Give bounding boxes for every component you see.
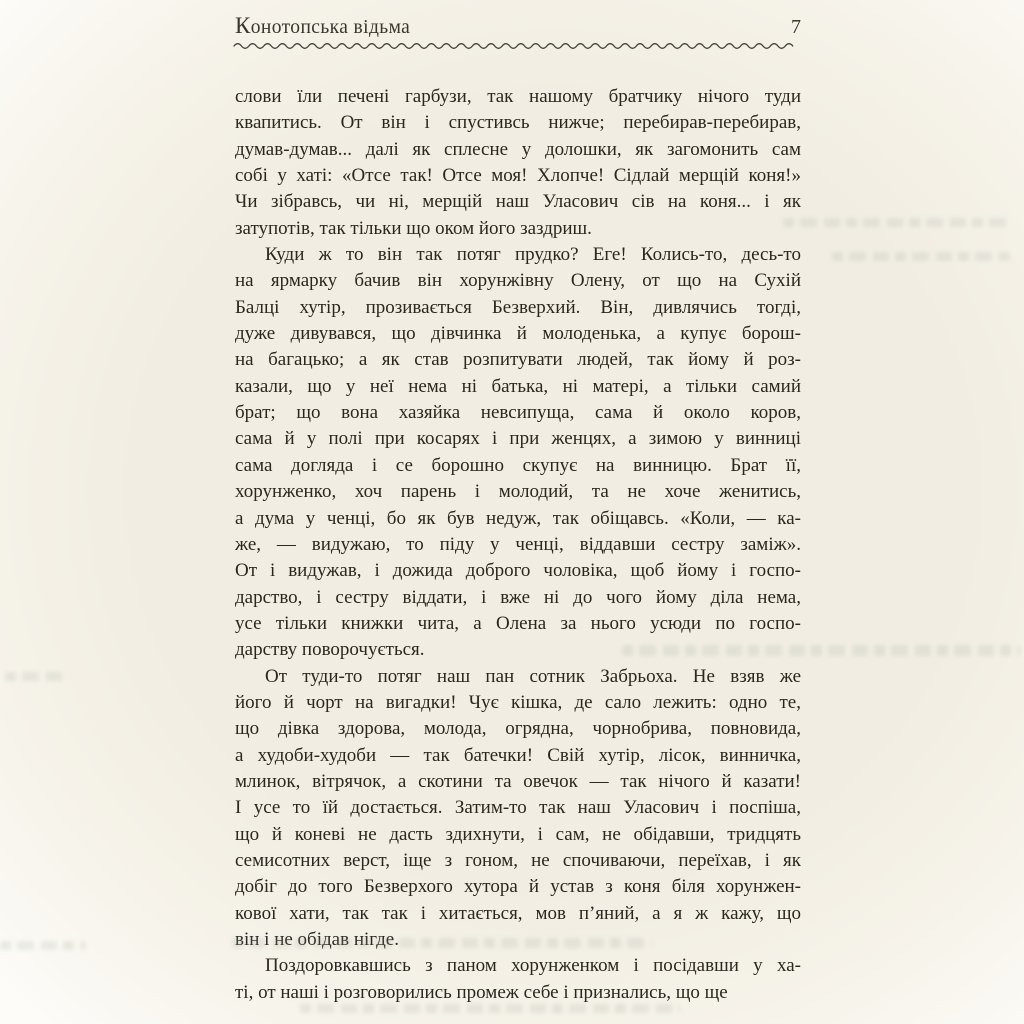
text-line: брат; що вона хазяйка невсипуща, сама й около коров,: [235, 402, 801, 424]
paragraph: [235, 664, 801, 954]
text-line: млинок, вітрячок, а скотини та овечок — так нічого й казати!: [235, 770, 801, 792]
running-header-title: Конотопська відьма: [235, 13, 411, 38]
text-line: дарству поворочується.: [235, 639, 425, 661]
text-line: а худоби-худоби — так батечки! Свій хутір, лісок, винничка,: [235, 744, 801, 766]
text-line: семисотних верст, іще з гоном, не спочиваючи, переїхав, і як: [235, 849, 801, 871]
wavy-divider-line: [233, 40, 803, 51]
text-line: квапитись. От він і спустивсь нижче; перебирав-перебирав,: [235, 112, 801, 134]
text-line: його й чорт на вигадки! Чує кішка, де сало лежить: одно те,: [235, 691, 801, 713]
text-line: Куди ж то він так потяг прудко? Еге! Колись-то, десь-то: [265, 244, 801, 266]
page-number: 7: [791, 16, 801, 38]
bleed-through-artifact: [0, 941, 86, 950]
text-line: І усе то їй достається. Затим-то так наш Уласович і поспіша,: [235, 797, 801, 819]
text-line: а дума у ченці, бо як був недуж, так обіщавсь. «Коли, — ка-: [235, 507, 801, 529]
text-line: кової хати, так так і хитається, мов п’яний, а я ж кажу, що: [235, 902, 801, 924]
text-line: добіг до того Безверхого хутора й устав з коня біля хорунжен-: [235, 876, 801, 898]
text-line: Поздоровкавшись з паном хорунженком і посідавши у ха-: [265, 955, 801, 977]
text-line: же, — видужаю, то піду у ченці, віддавши сестру заміж».: [235, 533, 801, 555]
text-line: на ярмарку бачив він хорунжівну Олену, от що на Сухій: [235, 270, 801, 292]
text-line: слови їли печені гарбузи, так нашому братчику нічого туди: [235, 86, 801, 107]
text-line: що дівка здорова, молода, огрядна, чорнобрива, повновида,: [235, 718, 801, 740]
body-text: [235, 84, 801, 1006]
bleed-through-artifact: [783, 218, 1013, 227]
text-line: Балці хутір, прозивається Безверхий. Він, дивлячись тогді,: [235, 296, 801, 318]
text-line: ті, от наші і розговорились промеж себе і признались, що ще: [235, 981, 728, 1003]
bleed-through-artifact: [5, 672, 67, 681]
paragraph: [235, 953, 801, 1006]
page-header: [235, 13, 801, 39]
text-line: на багацько; а як став розпитувати людей, так йому й роз-: [235, 349, 801, 371]
bleed-through-artifact: [832, 252, 1010, 261]
paragraph: [235, 242, 801, 664]
text-line: він і не обідав нігде.: [235, 929, 399, 950]
text-line: що й коневі не дасть здихнути, і сам, не обідавши, тридцять: [235, 823, 801, 845]
text-line: затупотів, так тільки що оком його заздриш.: [235, 217, 592, 239]
text-line: Чи зібравсь, чи ні, мерщій наш Уласович сів на коня... і як: [235, 191, 801, 213]
text-line: дуже дивувався, що дівчинка й молоденька, а купує борош-: [235, 323, 801, 345]
text-line: дарство, і сестру віддати, і вже ні до чого йому діла нема,: [235, 586, 801, 608]
text-line: думав-думав... далі як сплесне у долошки, як загомонить сам: [235, 138, 801, 160]
text-line: сама догляда і се борошно скупує на винницю. Брат її,: [235, 454, 801, 476]
text-line: От туди-то потяг наш пан сотник Забрьоха. Не взяв же: [265, 665, 801, 687]
text-line: сама й у полі при косарях і при женцях, а зимою у винниці: [235, 428, 801, 450]
text-line: собі у хаті: «Отсе так! Отсе моя! Хлопче! Сідлай мерщій коня!»: [235, 165, 801, 187]
text-line: усе тільки книжки чита, а Олена за нього усюди по госпо-: [235, 612, 801, 634]
text-line: хорунженко, хоч парень і молодий, та не хоче женитись,: [235, 481, 801, 503]
paragraph: [235, 84, 801, 242]
text-line: От і видужав, і дожида доброго чоловіка, щоб йому і госпо-: [235, 560, 801, 582]
text-line: казали, що у неї нема ні батька, ні матері, а тільки самий: [235, 375, 801, 397]
